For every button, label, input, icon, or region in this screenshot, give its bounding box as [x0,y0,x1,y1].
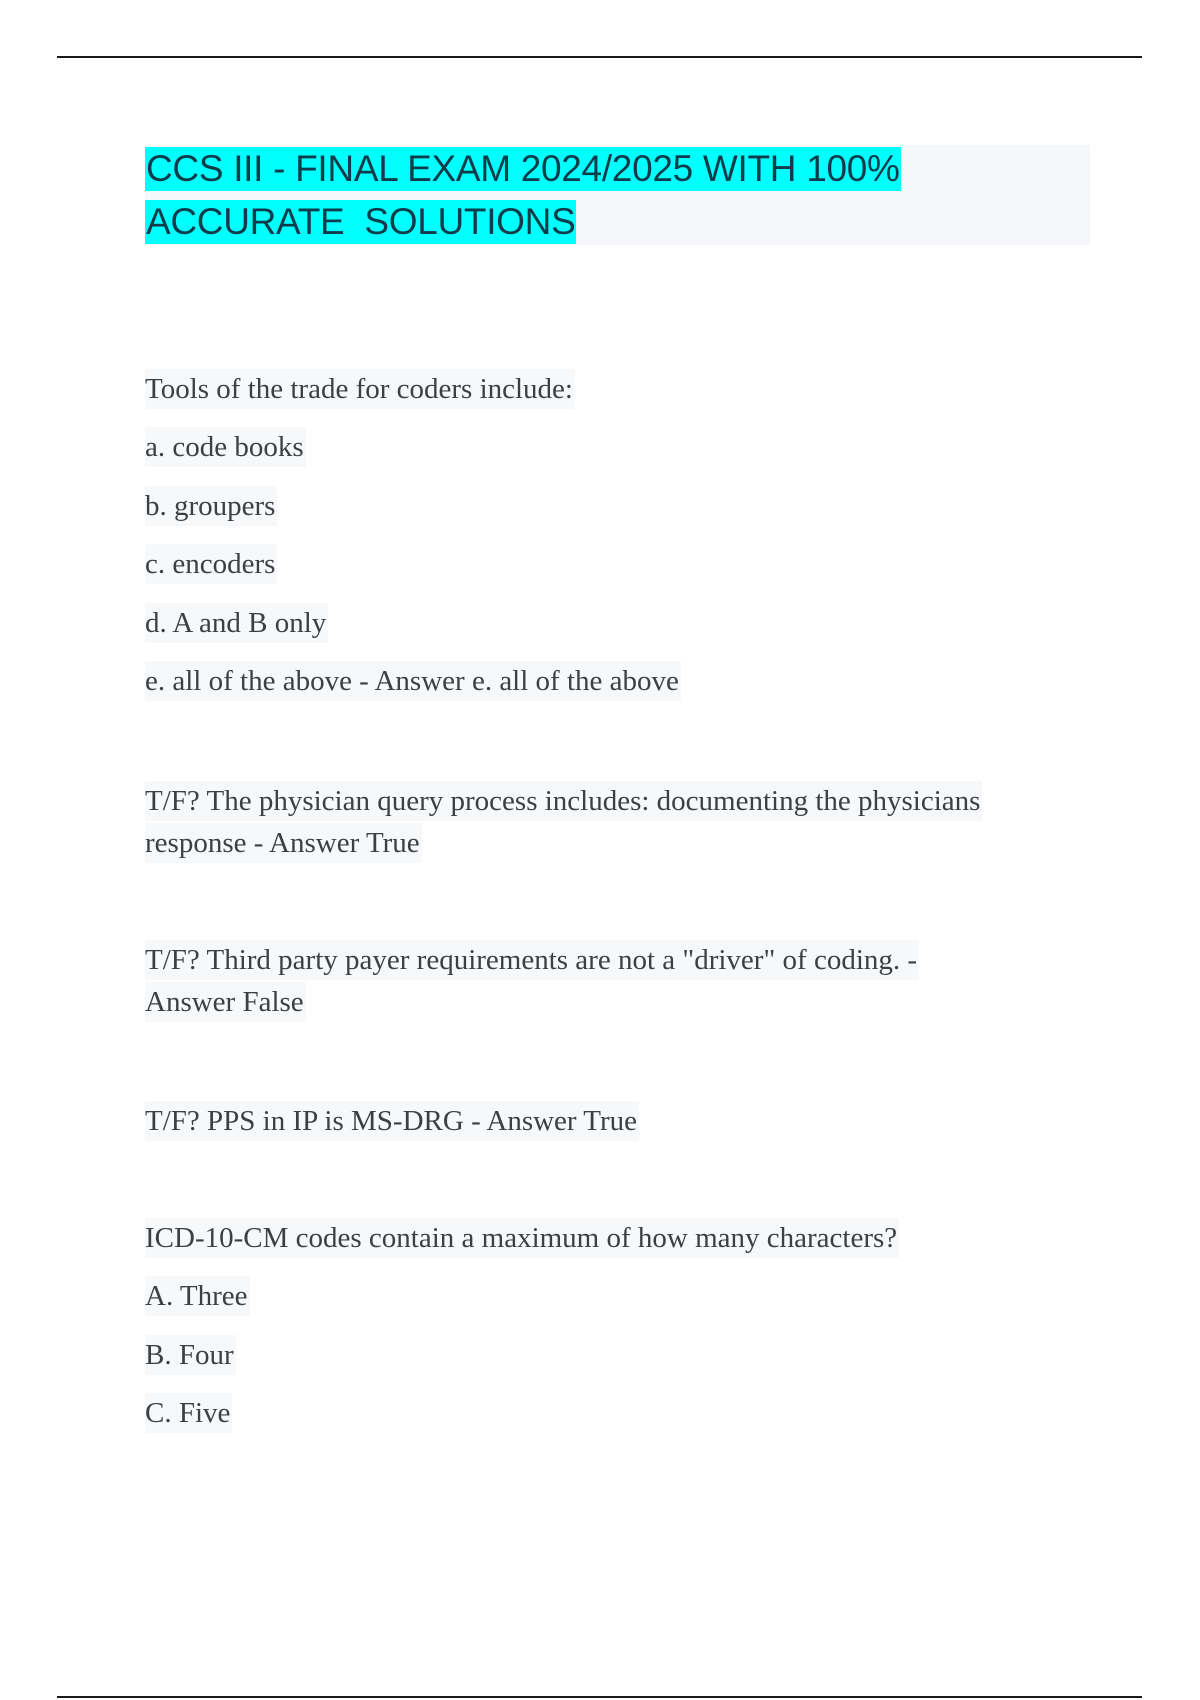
question-4-line-1-answer: T/F? PPS in IP is MS-DRG - Answer True [145,1101,639,1141]
question-5-text: ICD-10-CM codes contain a maximum of how many characters? [145,1218,899,1258]
question-1-option-a: a. code books [145,427,306,467]
question-3-line-1: T/F? Third party payer requirements are not a "driver" of coding. - [145,940,919,980]
document-title-line-2: ACCURATE SOLUTIONS [146,201,576,242]
document-title-line-1: CCS III - FINAL EXAM 2024/2025 WITH 100% [146,148,900,189]
question-2-line-2-answer: response - Answer True [145,823,422,863]
question-5-option-b: B. Four [145,1335,236,1375]
bottom-divider [57,1696,1142,1698]
question-5-option-c: C. Five [145,1393,232,1433]
top-divider [57,56,1142,58]
question-1-option-c: c. encoders [145,544,277,584]
question-1-option-e-answer: e. all of the above - Answer e. all of the above [145,661,681,701]
question-2-line-1: T/F? The physician query process includes: documenting the physicians [145,781,982,821]
question-1-option-d: d. A and B only [145,603,328,643]
question-1-option-b: b. groupers [145,486,277,526]
question-1-text: Tools of the trade for coders include: [145,369,575,409]
question-5-option-a: A. Three [145,1276,250,1316]
question-3-line-2-answer: Answer False [145,982,306,1022]
